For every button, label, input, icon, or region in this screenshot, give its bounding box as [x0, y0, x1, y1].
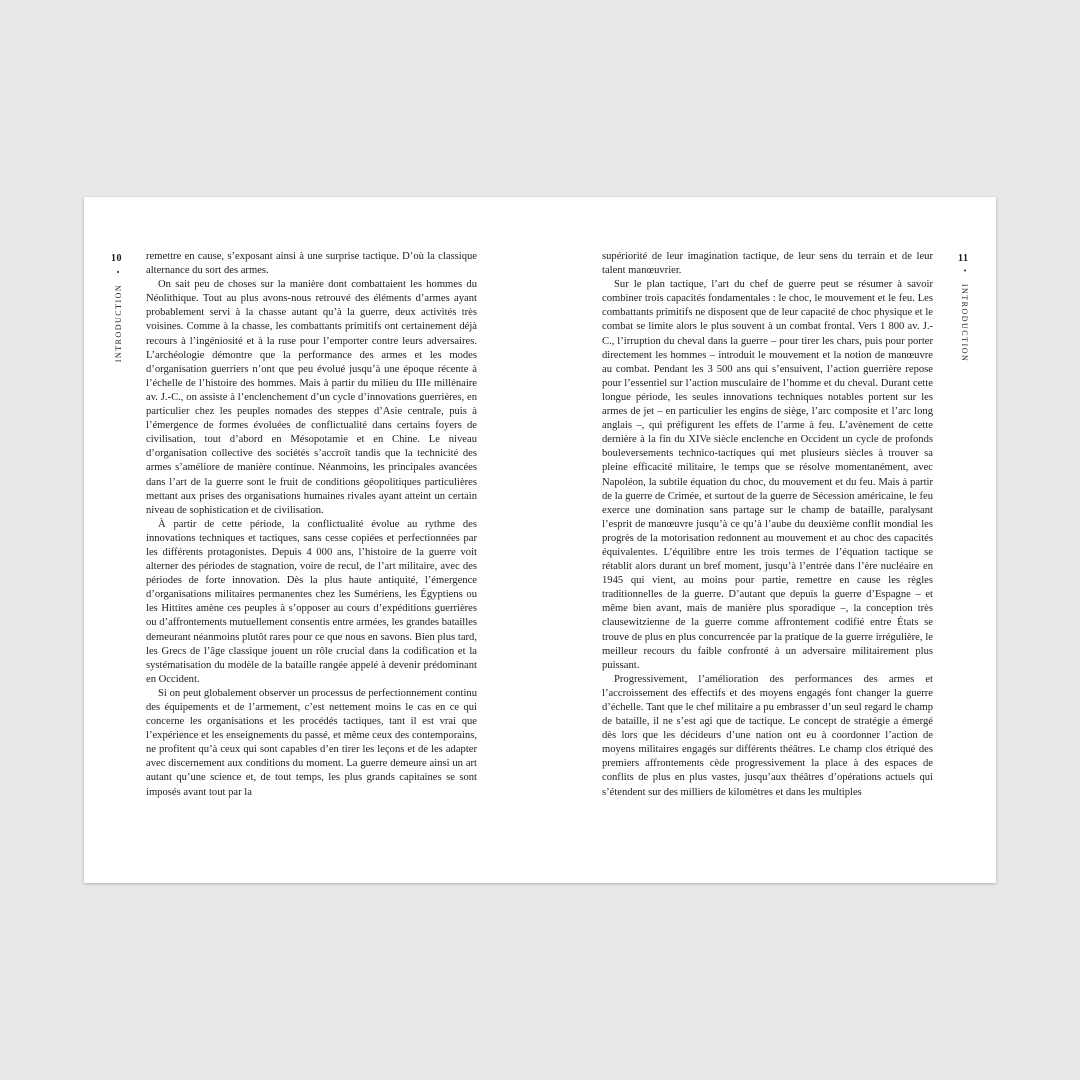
left-page — [84, 197, 540, 883]
paragraph: On sait peu de choses sur la manière dont combattaient les hommes du Néolithique. Tout au plus avons-nous retrouvé des éléments d’armes ayant probablement servi à la chasse autant qu’à la guerre, deux activités très voisines. Comme à la chasse, les combattants primitifs ont certainement déjà recours à l’ingéniosité et à la ruse pour l’emporter contre leurs adversaires. L’archéologie démontre que la performance des armes et les modes d’organisation guerriers n’ont que peu évolué jusqu’à une époque récente à l’échelle de l’histoire des hommes. Mais à partir du milieu du IIIe millénaire av. J.-C., on assiste à l’enclenchement d’un cycle d’innovations guerrières, en particulier chez les peuples nomades des steppes d’Asie centrale, puis à l’émergence de formes évoluées de conflictualité dans certains foyers de civilisation, tout d’abord en Mésopotamie et en Chine. Le niveau d’organisation collective des sociétés s’accroît tandis que la technicité des armes s’améliore de manière continue. Néanmoins, les principales avancées dans l’art de la guerre sont le fruit de conditions géopolitiques particulières mettant aux prises des organisations humaines rivales ayant atteint un certain niveau de sophistication et de civilisation. — [146, 279, 477, 516]
page-number: 10 — [111, 253, 122, 264]
paragraph: supériorité de leur imagination tactique, de leur sens du terrain et de leur talent manœuvrier. — [602, 251, 933, 277]
book-spread — [84, 197, 996, 883]
running-head-bullet: • — [114, 269, 123, 281]
paragraph: Si on peut globalement observer un processus de perfectionnement continu des équipements et de l’armement, c’est nettement moins le cas en ce qui concerne les organisations et les procédés tactiques, tant il est vrai que l’expérience et les enseignements du passé, et même ceux des contemporains, ne profitent qu’à ceux qui sont capables d’en tirer les leçons et de les adapter avec discernement aux conditions du moment. La guerre demeure ainsi un art autant qu’une science et, de tout temps, les plus grands capitaines se sont imposés avant tout par la — [146, 687, 477, 798]
paragraph: À partir de cette période, la conflictualité évolue au rythme des innovations techniques et tactiques, sans cesse copiées et perfectionnées par les différents protagonistes. Depuis 4 000 ans, l’histoire de la guerre voit alterner des périodes de stagnation, voire de recul, de l’art militaire, avec des périodes de forte innovation. Dès la plus haute antiquité, l’émergence d’organisations militaires permanentes chez les Sumériens, les Égyptiens ou les Hittites amène ces peuples à s’opposer au cours d’expéditions guerrières ou d’affrontements mutuellement consentis entre armées, les grandes batailles demeurant néanmoins plutôt rares pour ce que nous en savons. Bien plus tard, les Grecs de l’âge classique jouent un rôle crucial dans la codification et la systématisation du modèle de la bataille rangée appelé à devenir prédominant en Occident. — [146, 518, 477, 685]
running-head — [114, 269, 123, 362]
paragraph: remettre en cause, s’exposant ainsi à une surprise tactique. D’où la classique alternance du sort des armes. — [146, 251, 477, 277]
running-head-bullet: • — [960, 269, 969, 281]
paragraph: Progressivement, l’amélioration des performances des armes et l’accroissement des effectifs et des moyens engagés font changer la guerre d’échelle. Tant que le chef militaire a pu embrasser d’un seul regard le champ de bataille, il ne s’est agi que de tactique. Le concept de stratégie a émergé dès lors que les décideurs d’une nation ont eu à coordonner l’action de moyens militaires engagés sur différents théâtres. Le champ clos étriqué des premiers affrontements cède progressivement la place à des espaces de conflits de plus en plus vastes, jusqu’aux théâtres d’opérations actuels qui s’étendent sur des milliers de kilomètres et dans les multiples — [602, 673, 933, 798]
page-number: 11 — [958, 253, 969, 264]
body-text — [602, 250, 933, 800]
running-head-label: INTRODUCTION — [960, 283, 969, 363]
paragraph: Sur le plan tactique, l’art du chef de guerre peut se résumer à savoir combiner trois capacités fondamentales : le choc, le mouvement et le feu. Les combattants primitifs ne disposent que de leur capacité de choc physique et le combat se limite alors le plus souvent à un combat frontal. Vers 1 800 av. J.-C., l’irruption du cheval dans la guerre – pour tirer les chars, puis pour porter directement les hommes – introduit le mouvement et la notion de manœuvre au combat. Pendant les 3 500 ans qui s’ensuivent, l’action guerrière repose pour l’essentiel sur l’action musculaire de l’homme et du cheval. Durant cette longue période, les seules innovations techniques notables portent sur les armes de jet – en particulier les engins de siège, l’arc composite et l’arc long anglais –, qui préfigurent les effets de l’arme à feu. L’avènement de cette dernière à la fin du XIVe siècle enclenche en Occident un cycle de profonds bouleversements technico-tactiques qui met plusieurs siècles à trouver sa pleine efficacité militaire, le temps que se résolve momentanément, avec Napoléon, la subtile équation du choc, du mouvement et du feu. Mais à partir de la guerre de Crimée, et surtout de la guerre de Sécession américaine, le feu exerce une domination sans partage sur le champ de bataille, paralysant l’esprit de manœuvre jusqu’à ce qu’à l’aube du deuxième conflit mondial les progrès de la motorisation redonnent au mouvement et au choc des capacités équivalentes. L’équilibre entre les trois termes de l’équation tactique se rétablit alors durant un bref moment, jusqu’à l’entrée dans l’ère nucléaire en 1945 qui vient, au moins pour partie, remettre en cause les règles traditionnelles de la guerre. D’autant que depuis la guerre d’Espagne – et même bien avant, mais de manière plus sporadique –, la conception très clausewitzienne de la guerre comme affrontement codifié entre États se trouve de plus en plus concurrencée par la pratique de la guerre irrégulière, le meilleur recours du faible confronté à un adversaire militairement plus puissant. — [602, 279, 933, 671]
running-head-label: INTRODUCTION — [114, 283, 123, 363]
body-text — [146, 250, 477, 800]
right-page — [540, 197, 996, 883]
running-head — [960, 269, 969, 362]
